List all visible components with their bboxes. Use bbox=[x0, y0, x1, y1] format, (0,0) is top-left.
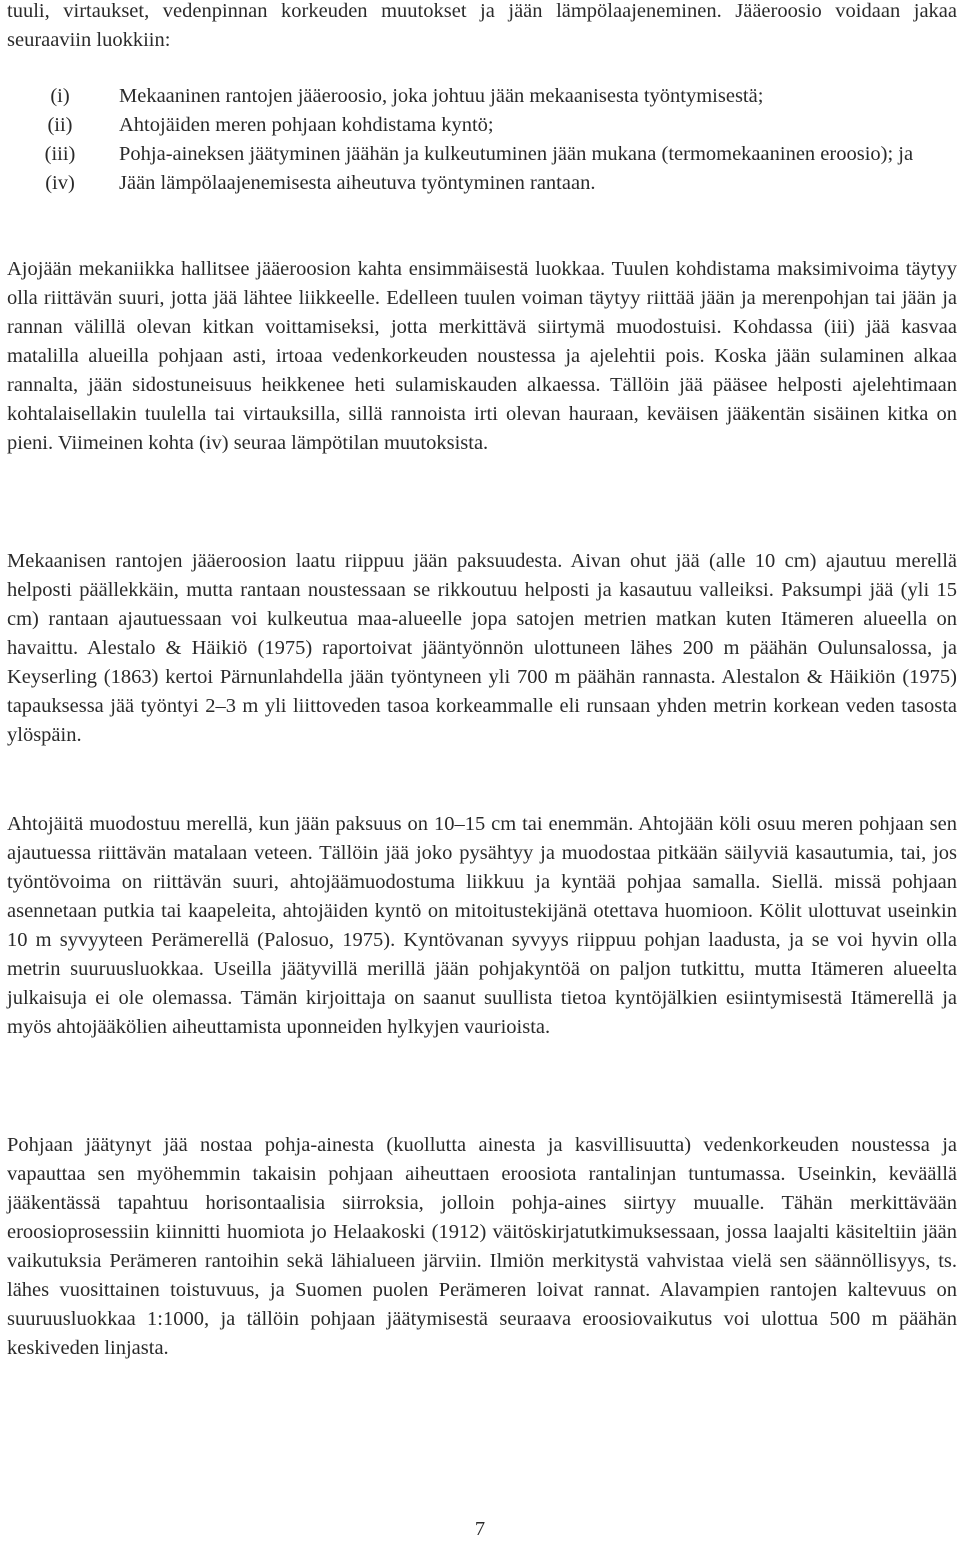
list-item bbox=[7, 111, 957, 140]
list-item bbox=[7, 82, 957, 111]
paragraph-ice-mechanics: Ajojään mekaniikka hallitsee jääeroosion kahta ensimmäisestä luokkaa. Tuulen kohdistama maksimivoima täytyy olla riittävän suuri, jotta jää lähtee liikkeelle. Edelleen tuulen voiman täytyy riittää jään ja merenpohjan tai jään ja rannan välillä olevan kitkan voittamiseksi, jotta merkittävä siirtymä muodostuisi. Kohdassa (iii) jää kasvaa matalilla alueilla pohjaan asti, irtoaa vedenkorkeuden noustessa ja ajelehtii pois. Koska jään sulaminen alkaa rannalta, jään sidostuneisuus heikkenee heti sulamiskauden alkaessa. Tällöin jää pääsee helposti ajelehtimaan kohtalaisellakin tuulella tai virtauksilla, sillä rannoista irti olevan hauraan, keväisen jääkentän sisäinen kitka on pieni. Viimeinen kohta (iv) seuraa lämpötilan muutoksista. bbox=[7, 258, 957, 454]
paragraph-ridge-ice: Ahtojäitä muodostuu merellä, kun jään paksuus on 10–15 cm tai enemmän. Ahtojään köli osuu meren pohjaan sen ajautuessa riittävän matalaan veteen. Tällöin jää joko pysähtyy ja muodostaa pitkään säilyviä kasautumia, tai, jos työntövoima on riittävän suuri, ahtojäämuodostuma liikkuu ja kyntää pohjaa samalla. Siellä. missä pohjaan asennetaan putkia tai kaapeleita, ahtojäiden kyntö on mitoitustekijänä otettava huomioon. Kölit ulottuvat useinkin 10 m syvyyteen Perämerellä (Palosuo, 1975). Kyntövanan syvyys riippuu pohjan laadusta, ja se voi hyvin olla metrin suuruusluokkaa. Useilla jäätyvillä merillä jään pohjakyntöä on paljon tutkittu, mutta Itämeren alueelta julkaisuja ei ole olemassa. Tämän kirjoittaja on saanut suullista tietoa kyntöjälkien esiintymisestä Itämerellä ja myös ahtojääkölien aiheuttamista uponneiden hylkyjen vaurioista. bbox=[7, 813, 957, 1038]
list-item bbox=[7, 169, 957, 198]
paragraph-frozen-bottom: Pohjaan jäätynyt jää nostaa pohja-ainesta (kuollutta ainesta ja kasvillisuutta) vedenkorkeuden noustessa ja vapauttaa sen myöhemmin takaisin pohjaan aiheuttaen eroosiota rantalinjan tuntumassa. Useinkin, keväällä jääkentässä tapahtuu horisontaalisia siirroksia, jolloin pohja-aines siirtyy muualle. Tähän merkittävään eroosioprosessiin kiinnitti huomiota jo Helaakoski (1912) väitöskirjatutkimuksessaan, jossa laajalti käsiteltiin jään vaikutuksia Perämeren rantoihin sekä lähialueen järviin. Ilmiön merkitystä vahvistaa vielä sen säännöllisyys, ts. lähes vuosittainen toistuvuus, ja Suomen puolen Perämeren loivat rannat. Alavampien rantojen kaltevuus on suuruusluokkaa 1:1000, ja tällöin pohjaan jäätymisestä seuraava eroosiovaikutus voi ulottua 500 m päähän keskiveden linjasta. bbox=[7, 1134, 957, 1359]
list-item-number: (ii) bbox=[47, 114, 73, 136]
list-item-text: Ahtojäiden meren pohjaan kohdistama kyntö; bbox=[119, 114, 494, 136]
intro-paragraph: tuuli, virtaukset, vedenpinnan korkeuden muutokset ja jään lämpölaajeneminen. Jääeroosio voidaan jakaa seuraaviin luokkiin: bbox=[7, 0, 957, 51]
erosion-class-list bbox=[7, 82, 957, 198]
list-item-text: Pohja-aineksen jäätyminen jäähän ja kulkeutuminen jään mukana (termomekaaninen eroosio); ja bbox=[119, 143, 914, 165]
list-item-number: (iv) bbox=[45, 172, 75, 194]
list-item-text: Mekaaninen rantojen jääeroosio, joka johtuu jään mekaanisesta työntymisestä; bbox=[119, 85, 764, 107]
list-item-number: (i) bbox=[50, 85, 70, 107]
list-item bbox=[7, 140, 957, 169]
list-item-text: Jään lämpölaajenemisesta aiheutuva työntyminen rantaan. bbox=[119, 172, 596, 194]
page-number: 7 bbox=[474, 1518, 486, 1540]
paragraph-mechanical-erosion: Mekaanisen rantojen jääeroosion laatu riippuu jään paksuudesta. Aivan ohut jää (alle 10 cm) ajautuu merellä helposti päällekkäin, mutta rantaan noustessaan se rikkoutuu helposti ja kasautuu valleiksi. Paksumpi jää (yli 15 cm) rantaan ajautuessaan voi kulkeutua maa-alueelle jopa satojen metrien matkan kuten Itämeren alueella on havaittu. Alestalo & Häikiö (1975) raportoivat jääntyönnön ulottuneen lähes 200 m päähän Oulunsalossa, ja Keyserling (1863) kertoi Pärnunlahdella jään työntyneen yli 700 m päähän rannasta. Alestalon & Häikiön (1975) tapauksessa jää työntyi 2–3 m yli liittoveden tasoa korkeammalle eli runsaan yhden metrin korkean veden tasosta ylöspäin. bbox=[7, 550, 957, 746]
list-item-number: (iii) bbox=[44, 143, 76, 165]
